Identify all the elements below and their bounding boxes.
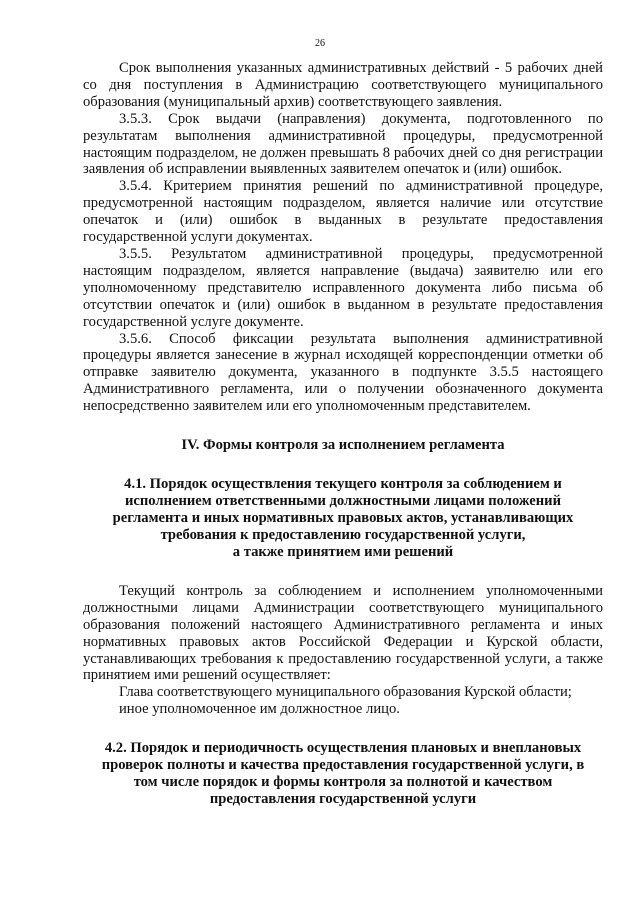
paragraph-deadline: Срок выполнения указанных административных действий - 5 рабочих дней со дня поступления в Администрацию соответствующего муниципального образования (муниципальный архив) соответствующего заявления. [83,60,603,110]
section-4-1-body: Текущий контроль за соблюдением и исполнением уполномоченными должностными лицами Администрации соответствующего муниципального образования положений настоящего Административного регламента и иных нормативных правовых актов Российской Федерации и Курской области, устанавливающих требования к предоставлению государственной услуги, а также принятием ими решений осуществляет: [83,582,603,684]
list-item-authorized-official: иное уполномоченное им должностное лицо. [119,701,400,718]
paragraph-3-5-4: 3.5.4. Критерием принятия решений по административной процедуре, предусмотренной настоящим подразделом, является наличие или отсутствие опечаток и (или) ошибок в выданных в результате предоставления государственной услуги документах. [83,178,603,246]
section-4-2-heading-line: проверок полноты и качества предоставления государственной услуги, в [101,757,585,774]
paragraph-3-5-3: 3.5.3. Срок выдачи (направления) документа, подготовленного по результатам выполнения административной процедуры, предусмотренной настоящим подразделом, не должен превышать 8 рабочих дней со дня регистрации заявления об исправлении выявленных заявителем опечаток и (или) ошибок. [83,110,603,178]
section-4-1-heading-line: а также принятием ими решений [232,543,454,560]
section-4-2-heading-line: предоставления государственной услуги [209,791,477,808]
section-4-2-heading-line: том числе порядок и формы контроля за полнотой и качеством [133,774,553,791]
list-item-head-of-municipality: Глава соответствующего муниципального образования Курской области; [119,684,572,701]
section-4-2-heading [83,740,603,808]
page-body [83,60,603,808]
page-number: 26 [315,38,325,49]
section-4-1-heading [83,476,603,561]
section-4-2-heading-line: 4.2. Порядок и периодичность осуществления плановых и внеплановых [104,740,582,757]
chapter-heading: IV. Формы контроля за исполнением регламента [181,437,505,454]
paragraph-3-5-5: 3.5.5. Результатом административной процедуры, предусмотренной настоящим подразделом, является направление (выдача) заявителю или его уполномоченному представителю исправленного документа либо письма об отсутствии опечаток и (или) ошибок в выданном в результате предоставления государственной услуге документе. [83,245,603,330]
section-4-1-heading-line: требования к предоставлению государственной услуги, [160,526,526,543]
section-4-1-heading-line: 4.1. Порядок осуществления текущего контроля за соблюдением и [124,475,562,492]
section-4-1-heading-line: регламента и иных нормативных правовых актов, устанавливающих [112,509,574,526]
paragraph-3-5-6: 3.5.6. Способ фиксации результата выполнения административной процедуры является занесение в журнал исходящей корреспонденции отметки об отправке заявителю документа, указанного в подпункте 3.5.5 настоящего Административного регламента, или о получении обозначенного документа непосредственно заявителем или его уполномоченным представителем. [83,330,603,415]
section-4-1-heading-line: исполнением ответственными должностными лицами положений [125,492,561,509]
